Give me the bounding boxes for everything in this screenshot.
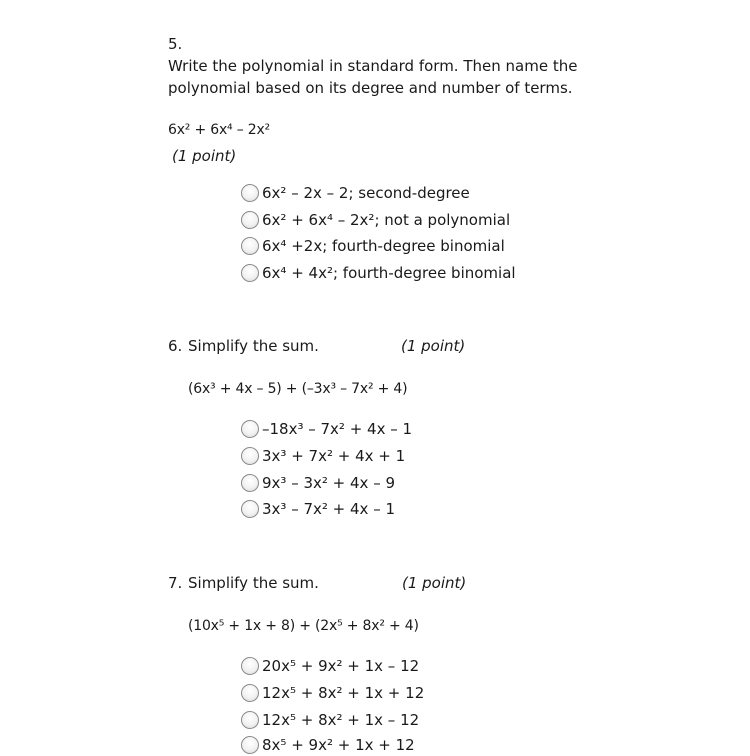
radio-button[interactable] bbox=[241, 657, 259, 675]
q7-prompt: Simplify the sum. bbox=[188, 574, 319, 592]
q6-option-a[interactable] bbox=[241, 418, 412, 440]
option-label: 6x⁴ + 4x²; fourth-degree binomial bbox=[262, 264, 516, 282]
q6-expression: (6x³ + 4x – 5) + (–3x³ – 7x² + 4) bbox=[188, 381, 408, 397]
q5-points: (1 point) bbox=[172, 147, 237, 165]
radio-button[interactable] bbox=[241, 447, 259, 465]
q6-option-d[interactable] bbox=[241, 498, 395, 520]
option-label: 3x³ – 7x² + 4x – 1 bbox=[262, 500, 396, 518]
q7-option-b[interactable] bbox=[241, 682, 424, 704]
radio-button[interactable] bbox=[241, 474, 259, 492]
q7-option-d[interactable] bbox=[241, 734, 415, 756]
q5-option-b[interactable] bbox=[241, 209, 510, 231]
option-label: 6x² + 6x⁴ – 2x²; not a polynomial bbox=[262, 211, 511, 229]
q7-points: (1 point) bbox=[402, 574, 467, 592]
option-label: 12x⁵ + 8x² + 1x – 12 bbox=[262, 711, 420, 729]
option-label: 9x³ – 3x² + 4x – 9 bbox=[262, 474, 396, 492]
q7-number: 7. bbox=[168, 574, 183, 592]
option-label: 20x⁵ + 9x² + 1x – 12 bbox=[262, 657, 420, 675]
option-label: 6x⁴ +2x; fourth-degree binomial bbox=[262, 237, 505, 255]
q5-expression: 6x² + 6x⁴ – 2x² bbox=[168, 122, 270, 138]
option-label: –18x³ – 7x² + 4x – 1 bbox=[262, 420, 413, 438]
radio-button[interactable] bbox=[241, 684, 259, 702]
q6-number: 6. bbox=[168, 337, 183, 355]
q5-prompt-line2: polynomial based on its degree and number of terms. bbox=[168, 79, 573, 97]
radio-button[interactable] bbox=[241, 500, 259, 518]
q6-points: (1 point) bbox=[401, 337, 466, 355]
q5-option-a[interactable] bbox=[241, 182, 470, 204]
q5-prompt-line1: Write the polynomial in standard form. Then name the bbox=[168, 57, 578, 75]
option-label: 8x⁵ + 9x² + 1x + 12 bbox=[262, 736, 415, 754]
radio-button[interactable] bbox=[241, 736, 259, 754]
q7-option-c[interactable] bbox=[241, 709, 419, 731]
radio-button[interactable] bbox=[241, 420, 259, 438]
radio-button[interactable] bbox=[241, 237, 259, 255]
option-label: 12x⁵ + 8x² + 1x + 12 bbox=[262, 684, 425, 702]
q7-expression: (10x⁵ + 1x + 8) + (2x⁵ + 8x² + 4) bbox=[188, 618, 419, 634]
q6-option-c[interactable] bbox=[241, 472, 395, 494]
option-label: 3x³ + 7x² + 4x + 1 bbox=[262, 447, 406, 465]
radio-button[interactable] bbox=[241, 711, 259, 729]
radio-button[interactable] bbox=[241, 264, 259, 282]
option-label: 6x² – 2x – 2; second-degree bbox=[262, 184, 470, 202]
q5-number: 5. bbox=[168, 35, 183, 53]
q5-option-d[interactable] bbox=[241, 262, 516, 284]
q6-prompt: Simplify the sum. bbox=[188, 337, 319, 355]
q5-option-c[interactable] bbox=[241, 235, 505, 257]
radio-button[interactable] bbox=[241, 211, 259, 229]
radio-button[interactable] bbox=[241, 184, 259, 202]
q6-option-b[interactable] bbox=[241, 445, 405, 467]
q7-option-a[interactable] bbox=[241, 655, 419, 677]
